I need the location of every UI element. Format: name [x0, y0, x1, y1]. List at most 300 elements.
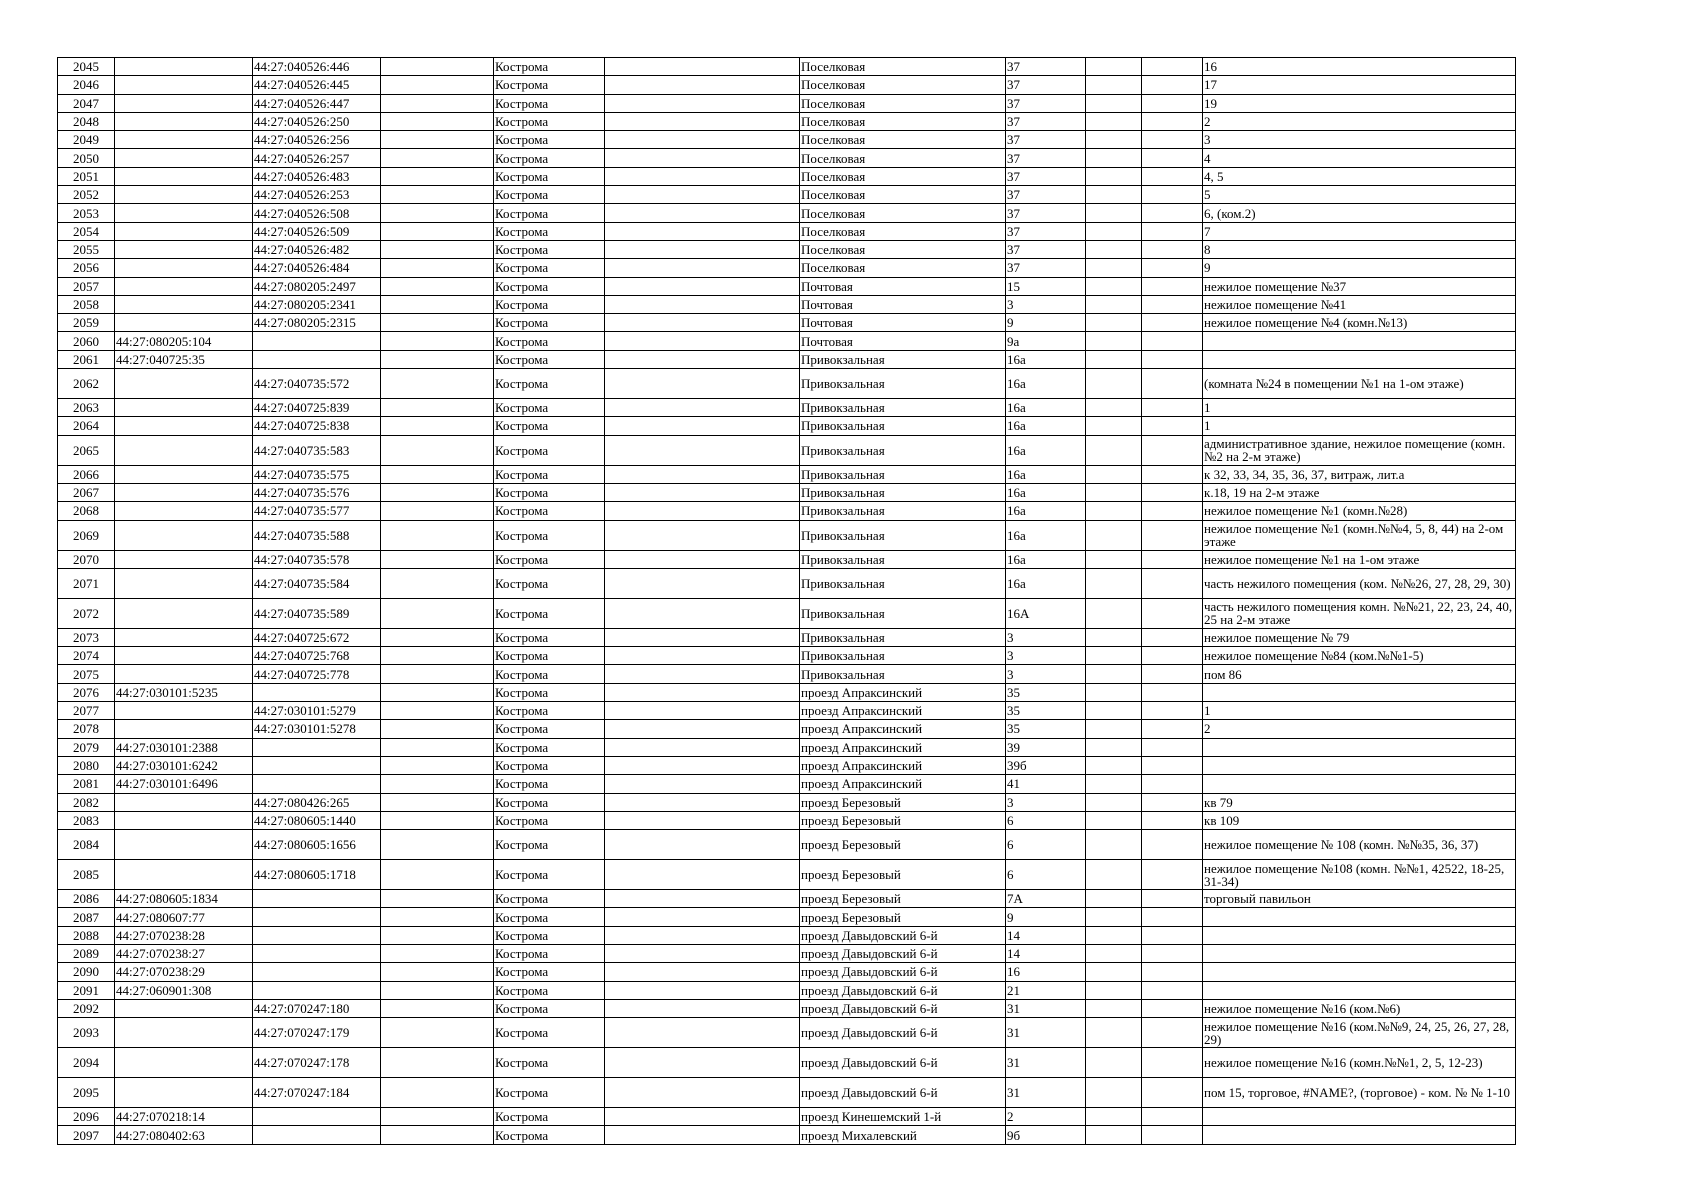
cadastral-number-cell [115, 550, 253, 568]
empty-cell [1142, 295, 1203, 313]
empty-cell [381, 332, 494, 350]
street-cell: проезд Михалевский [800, 1126, 1006, 1144]
street-cell: Поселковая [800, 167, 1006, 185]
street-cell: Привокзальная [800, 520, 1006, 550]
empty-cell [1086, 981, 1142, 999]
empty-cell [381, 295, 494, 313]
house-cell: 9а [1006, 332, 1086, 350]
empty-cell [1086, 568, 1142, 598]
premises-cadastral-number-cell: 44:27:080205:2497 [253, 277, 381, 295]
premises-detail-cell: нежилое помещение №1 (комн.№28) [1203, 502, 1516, 520]
row-number-cell: 2071 [58, 568, 115, 598]
empty-cell [1086, 1078, 1142, 1108]
empty-cell [1142, 465, 1203, 483]
empty-cell [605, 775, 800, 793]
table-row [58, 483, 1516, 501]
empty-cell [1142, 435, 1203, 465]
row-number-cell: 2079 [58, 738, 115, 756]
premises-detail-cell: 2 [1203, 112, 1516, 130]
empty-cell [1086, 720, 1142, 738]
table-row [58, 58, 1516, 76]
premises-detail-cell [1203, 1126, 1516, 1144]
registry-table [57, 57, 1516, 1145]
house-cell: 37 [1006, 149, 1086, 167]
empty-cell [1142, 369, 1203, 399]
empty-cell [605, 76, 800, 94]
house-cell: 37 [1006, 186, 1086, 204]
empty-cell [381, 738, 494, 756]
empty-cell [381, 683, 494, 701]
table-row [58, 417, 1516, 435]
city-cell: Кострома [494, 999, 605, 1017]
cadastral-number-cell [115, 186, 253, 204]
cadastral-number-cell [115, 860, 253, 890]
empty-cell [1142, 58, 1203, 76]
city-cell: Кострома [494, 981, 605, 999]
empty-cell [1142, 332, 1203, 350]
empty-cell [1086, 399, 1142, 417]
table-row [58, 908, 1516, 926]
table-row [58, 963, 1516, 981]
empty-cell [605, 131, 800, 149]
premises-cadastral-number-cell: 44:27:040735:583 [253, 435, 381, 465]
empty-cell [1086, 417, 1142, 435]
city-cell: Кострома [494, 435, 605, 465]
empty-cell [1086, 314, 1142, 332]
house-cell: 16а [1006, 435, 1086, 465]
city-cell: Кострома [494, 1018, 605, 1048]
empty-cell [1142, 204, 1203, 222]
empty-cell [381, 465, 494, 483]
premises-detail-cell: 17 [1203, 76, 1516, 94]
street-cell: Почтовая [800, 295, 1006, 313]
empty-cell [605, 167, 800, 185]
empty-cell [605, 793, 800, 811]
empty-cell [381, 399, 494, 417]
street-cell: проезд Кинешемский 1-й [800, 1108, 1006, 1126]
empty-cell [1142, 131, 1203, 149]
street-cell: Привокзальная [800, 435, 1006, 465]
row-number-cell: 2052 [58, 186, 115, 204]
empty-cell [1142, 963, 1203, 981]
table-row [58, 112, 1516, 130]
house-cell: 16а [1006, 399, 1086, 417]
table-row [58, 830, 1516, 860]
city-cell: Кострома [494, 240, 605, 258]
row-number-cell: 2056 [58, 259, 115, 277]
premises-detail-cell: 16 [1203, 58, 1516, 76]
premises-detail-cell: нежилое помещение №16 (ком.№№9, 24, 25, 26, 27, 28, 29) [1203, 1018, 1516, 1048]
premises-cadastral-number-cell: 44:27:040735:575 [253, 465, 381, 483]
house-cell: 16а [1006, 568, 1086, 598]
street-cell: проезд Березовый [800, 890, 1006, 908]
premises-detail-cell: 3 [1203, 131, 1516, 149]
empty-cell [1086, 665, 1142, 683]
city-cell: Кострома [494, 204, 605, 222]
street-cell: Поселковая [800, 94, 1006, 112]
premises-detail-cell: часть нежилого помещения комн. №№21, 22, 23, 24, 40, 25 на 2-м этаже [1203, 598, 1516, 628]
empty-cell [1142, 483, 1203, 501]
cadastral-number-cell [115, 76, 253, 94]
row-number-cell: 2058 [58, 295, 115, 313]
city-cell: Кострома [494, 399, 605, 417]
house-cell: 41 [1006, 775, 1086, 793]
premises-cadastral-number-cell: 44:27:040526:484 [253, 259, 381, 277]
cadastral-number-cell: 44:27:070218:14 [115, 1108, 253, 1126]
empty-cell [1086, 204, 1142, 222]
row-number-cell: 2065 [58, 435, 115, 465]
premises-cadastral-number-cell [253, 963, 381, 981]
row-number-cell: 2066 [58, 465, 115, 483]
row-number-cell: 2048 [58, 112, 115, 130]
empty-cell [1086, 112, 1142, 130]
table-row [58, 259, 1516, 277]
empty-cell [605, 314, 800, 332]
premises-detail-cell [1203, 944, 1516, 962]
empty-cell [605, 240, 800, 258]
premises-cadastral-number-cell: 44:27:040725:839 [253, 399, 381, 417]
street-cell: Привокзальная [800, 550, 1006, 568]
empty-cell [1086, 502, 1142, 520]
city-cell: Кострома [494, 830, 605, 860]
empty-cell [1086, 295, 1142, 313]
house-cell: 37 [1006, 112, 1086, 130]
street-cell: проезд Апраксинский [800, 720, 1006, 738]
street-cell: Привокзальная [800, 369, 1006, 399]
premises-detail-cell [1203, 981, 1516, 999]
house-cell: 16а [1006, 550, 1086, 568]
empty-cell [605, 756, 800, 774]
city-cell: Кострома [494, 908, 605, 926]
street-cell: Поселковая [800, 149, 1006, 167]
empty-cell [1086, 647, 1142, 665]
empty-cell [1086, 149, 1142, 167]
premises-detail-cell [1203, 332, 1516, 350]
empty-cell [1142, 76, 1203, 94]
table-row [58, 277, 1516, 295]
empty-cell [1086, 550, 1142, 568]
row-number-cell: 2054 [58, 222, 115, 240]
house-cell: 3 [1006, 647, 1086, 665]
empty-cell [1086, 756, 1142, 774]
street-cell: проезд Давыдовский 6-й [800, 981, 1006, 999]
cadastral-number-cell [115, 435, 253, 465]
table-row [58, 520, 1516, 550]
premises-detail-cell [1203, 963, 1516, 981]
empty-cell [605, 702, 800, 720]
premises-cadastral-number-cell: 44:27:040735:576 [253, 483, 381, 501]
empty-cell [1142, 520, 1203, 550]
premises-detail-cell: пом 86 [1203, 665, 1516, 683]
premises-cadastral-number-cell: 44:27:040526:508 [253, 204, 381, 222]
empty-cell [1086, 830, 1142, 860]
premises-cadastral-number-cell [253, 890, 381, 908]
table-row [58, 981, 1516, 999]
table-row [58, 295, 1516, 313]
empty-cell [381, 240, 494, 258]
cadastral-number-cell: 44:27:060901:308 [115, 981, 253, 999]
empty-cell [605, 1108, 800, 1126]
empty-cell [1142, 277, 1203, 295]
street-cell: Почтовая [800, 332, 1006, 350]
table-row [58, 502, 1516, 520]
cadastral-number-cell: 44:27:070238:27 [115, 944, 253, 962]
house-cell: 15 [1006, 277, 1086, 295]
empty-cell [605, 483, 800, 501]
premises-cadastral-number-cell: 44:27:040735:578 [253, 550, 381, 568]
row-number-cell: 2053 [58, 204, 115, 222]
row-number-cell: 2070 [58, 550, 115, 568]
premises-cadastral-number-cell: 44:27:080605:1656 [253, 830, 381, 860]
premises-detail-cell: 9 [1203, 259, 1516, 277]
table-row [58, 186, 1516, 204]
house-cell: 37 [1006, 222, 1086, 240]
empty-cell [605, 94, 800, 112]
empty-cell [381, 369, 494, 399]
house-cell: 31 [1006, 999, 1086, 1017]
empty-cell [605, 58, 800, 76]
table-row [58, 702, 1516, 720]
cadastral-number-cell: 44:27:080607:77 [115, 908, 253, 926]
house-cell: 31 [1006, 1048, 1086, 1078]
cadastral-number-cell [115, 277, 253, 295]
premises-detail-cell: 6, (ком.2) [1203, 204, 1516, 222]
premises-cadastral-number-cell: 44:27:040526:445 [253, 76, 381, 94]
city-cell: Кострома [494, 550, 605, 568]
premises-cadastral-number-cell [253, 926, 381, 944]
table-row [58, 435, 1516, 465]
empty-cell [1142, 1078, 1203, 1108]
cadastral-number-cell [115, 399, 253, 417]
premises-cadastral-number-cell: 44:27:040526:250 [253, 112, 381, 130]
empty-cell [1142, 240, 1203, 258]
cadastral-number-cell: 44:27:070238:28 [115, 926, 253, 944]
premises-detail-cell: кв 79 [1203, 793, 1516, 811]
empty-cell [1142, 830, 1203, 860]
house-cell: 2 [1006, 1108, 1086, 1126]
empty-cell [1086, 908, 1142, 926]
empty-cell [381, 76, 494, 94]
city-cell: Кострома [494, 926, 605, 944]
empty-cell [1086, 793, 1142, 811]
house-cell: 37 [1006, 259, 1086, 277]
row-number-cell: 2075 [58, 665, 115, 683]
empty-cell [605, 720, 800, 738]
city-cell: Кострома [494, 314, 605, 332]
row-number-cell: 2074 [58, 647, 115, 665]
cadastral-number-cell [115, 167, 253, 185]
premises-cadastral-number-cell: 44:27:080605:1718 [253, 860, 381, 890]
street-cell: проезд Березовый [800, 811, 1006, 829]
street-cell: Поселковая [800, 58, 1006, 76]
cadastral-number-cell [115, 369, 253, 399]
empty-cell [381, 1018, 494, 1048]
premises-cadastral-number-cell: 44:27:070247:179 [253, 1018, 381, 1048]
street-cell: Привокзальная [800, 628, 1006, 646]
empty-cell [1086, 222, 1142, 240]
premises-cadastral-number-cell: 44:27:040735:589 [253, 598, 381, 628]
premises-detail-cell: нежилое помещение №1 на 1-ом этаже [1203, 550, 1516, 568]
house-cell: 35 [1006, 702, 1086, 720]
row-number-cell: 2072 [58, 598, 115, 628]
empty-cell [381, 830, 494, 860]
street-cell: проезд Березовый [800, 793, 1006, 811]
table-row [58, 1078, 1516, 1108]
empty-cell [1142, 628, 1203, 646]
premises-cadastral-number-cell [253, 332, 381, 350]
street-cell: Привокзальная [800, 417, 1006, 435]
house-cell: 14 [1006, 926, 1086, 944]
row-number-cell: 2063 [58, 399, 115, 417]
house-cell: 16а [1006, 502, 1086, 520]
city-cell: Кострома [494, 720, 605, 738]
cadastral-number-cell: 44:27:080402:63 [115, 1126, 253, 1144]
empty-cell [381, 999, 494, 1017]
empty-cell [381, 908, 494, 926]
table-row [58, 793, 1516, 811]
street-cell: проезд Березовый [800, 830, 1006, 860]
empty-cell [1086, 1048, 1142, 1078]
empty-cell [1086, 702, 1142, 720]
house-cell: 37 [1006, 204, 1086, 222]
empty-cell [1086, 259, 1142, 277]
city-cell: Кострома [494, 483, 605, 501]
empty-cell [1142, 399, 1203, 417]
city-cell: Кострома [494, 465, 605, 483]
cadastral-number-cell [115, 793, 253, 811]
premises-cadastral-number-cell: 44:27:040526:257 [253, 149, 381, 167]
premises-detail-cell: нежилое помещение №108 (комн. №№1, 42522, 18-25, 31-34) [1203, 860, 1516, 890]
empty-cell [1142, 1048, 1203, 1078]
city-cell: Кострома [494, 259, 605, 277]
premises-detail-cell: 4 [1203, 149, 1516, 167]
city-cell: Кострома [494, 647, 605, 665]
empty-cell [381, 926, 494, 944]
table-row [58, 76, 1516, 94]
table-row [58, 369, 1516, 399]
city-cell: Кострома [494, 683, 605, 701]
empty-cell [381, 131, 494, 149]
cadastral-number-cell [115, 502, 253, 520]
premises-cadastral-number-cell: 44:27:040725:768 [253, 647, 381, 665]
empty-cell [605, 435, 800, 465]
empty-cell [1086, 999, 1142, 1017]
empty-cell [381, 1126, 494, 1144]
empty-cell [381, 793, 494, 811]
empty-cell [1142, 350, 1203, 368]
empty-cell [381, 598, 494, 628]
table-row [58, 1018, 1516, 1048]
row-number-cell: 2077 [58, 702, 115, 720]
empty-cell [381, 350, 494, 368]
empty-cell [381, 417, 494, 435]
empty-cell [605, 1018, 800, 1048]
premises-detail-cell: 1 [1203, 399, 1516, 417]
city-cell: Кострома [494, 186, 605, 204]
empty-cell [381, 1048, 494, 1078]
premises-detail-cell [1203, 350, 1516, 368]
empty-cell [605, 1126, 800, 1144]
table-row [58, 890, 1516, 908]
empty-cell [1086, 277, 1142, 295]
city-cell: Кострома [494, 167, 605, 185]
empty-cell [605, 665, 800, 683]
premises-cadastral-number-cell: 44:27:030101:5278 [253, 720, 381, 738]
house-cell: 16а [1006, 483, 1086, 501]
empty-cell [605, 259, 800, 277]
empty-cell [1086, 944, 1142, 962]
street-cell: проезд Давыдовский 6-й [800, 963, 1006, 981]
house-cell: 3 [1006, 295, 1086, 313]
row-number-cell: 2091 [58, 981, 115, 999]
street-cell: проезд Апраксинский [800, 756, 1006, 774]
table-row [58, 314, 1516, 332]
cadastral-number-cell: 44:27:030101:2388 [115, 738, 253, 756]
empty-cell [1086, 926, 1142, 944]
house-cell: 14 [1006, 944, 1086, 962]
city-cell: Кострома [494, 665, 605, 683]
premises-cadastral-number-cell: 44:27:080426:265 [253, 793, 381, 811]
city-cell: Кострома [494, 277, 605, 295]
empty-cell [605, 598, 800, 628]
city-cell: Кострома [494, 112, 605, 130]
premises-cadastral-number-cell [253, 1126, 381, 1144]
cadastral-number-cell [115, 1078, 253, 1108]
row-number-cell: 2095 [58, 1078, 115, 1108]
empty-cell [1086, 1108, 1142, 1126]
city-cell: Кострома [494, 793, 605, 811]
street-cell: проезд Давыдовский 6-й [800, 1078, 1006, 1108]
cadastral-number-cell [115, 58, 253, 76]
city-cell: Кострома [494, 963, 605, 981]
empty-cell [381, 775, 494, 793]
premises-cadastral-number-cell: 44:27:040526:446 [253, 58, 381, 76]
empty-cell [381, 520, 494, 550]
empty-cell [381, 550, 494, 568]
premises-cadastral-number-cell [253, 683, 381, 701]
empty-cell [1142, 999, 1203, 1017]
premises-detail-cell: 2 [1203, 720, 1516, 738]
house-cell: 16а [1006, 520, 1086, 550]
empty-cell [1142, 259, 1203, 277]
house-cell: 6 [1006, 830, 1086, 860]
row-number-cell: 2062 [58, 369, 115, 399]
empty-cell [1142, 1108, 1203, 1126]
empty-cell [381, 167, 494, 185]
cadastral-number-cell [115, 204, 253, 222]
empty-cell [381, 981, 494, 999]
row-number-cell: 2094 [58, 1048, 115, 1078]
empty-cell [1086, 465, 1142, 483]
table-row [58, 665, 1516, 683]
empty-cell [605, 465, 800, 483]
street-cell: Привокзальная [800, 647, 1006, 665]
premises-cadastral-number-cell: 44:27:040526:253 [253, 186, 381, 204]
empty-cell [1142, 944, 1203, 962]
empty-cell [381, 702, 494, 720]
house-cell: 3 [1006, 793, 1086, 811]
premises-detail-cell: нежилое помещение №16 (ком.№6) [1203, 999, 1516, 1017]
premises-detail-cell: торговый павильон [1203, 890, 1516, 908]
empty-cell [1086, 860, 1142, 890]
empty-cell [605, 683, 800, 701]
house-cell: 6 [1006, 860, 1086, 890]
empty-cell [1086, 186, 1142, 204]
premises-cadastral-number-cell: 44:27:070247:180 [253, 999, 381, 1017]
row-number-cell: 2088 [58, 926, 115, 944]
empty-cell [381, 277, 494, 295]
row-number-cell: 2069 [58, 520, 115, 550]
